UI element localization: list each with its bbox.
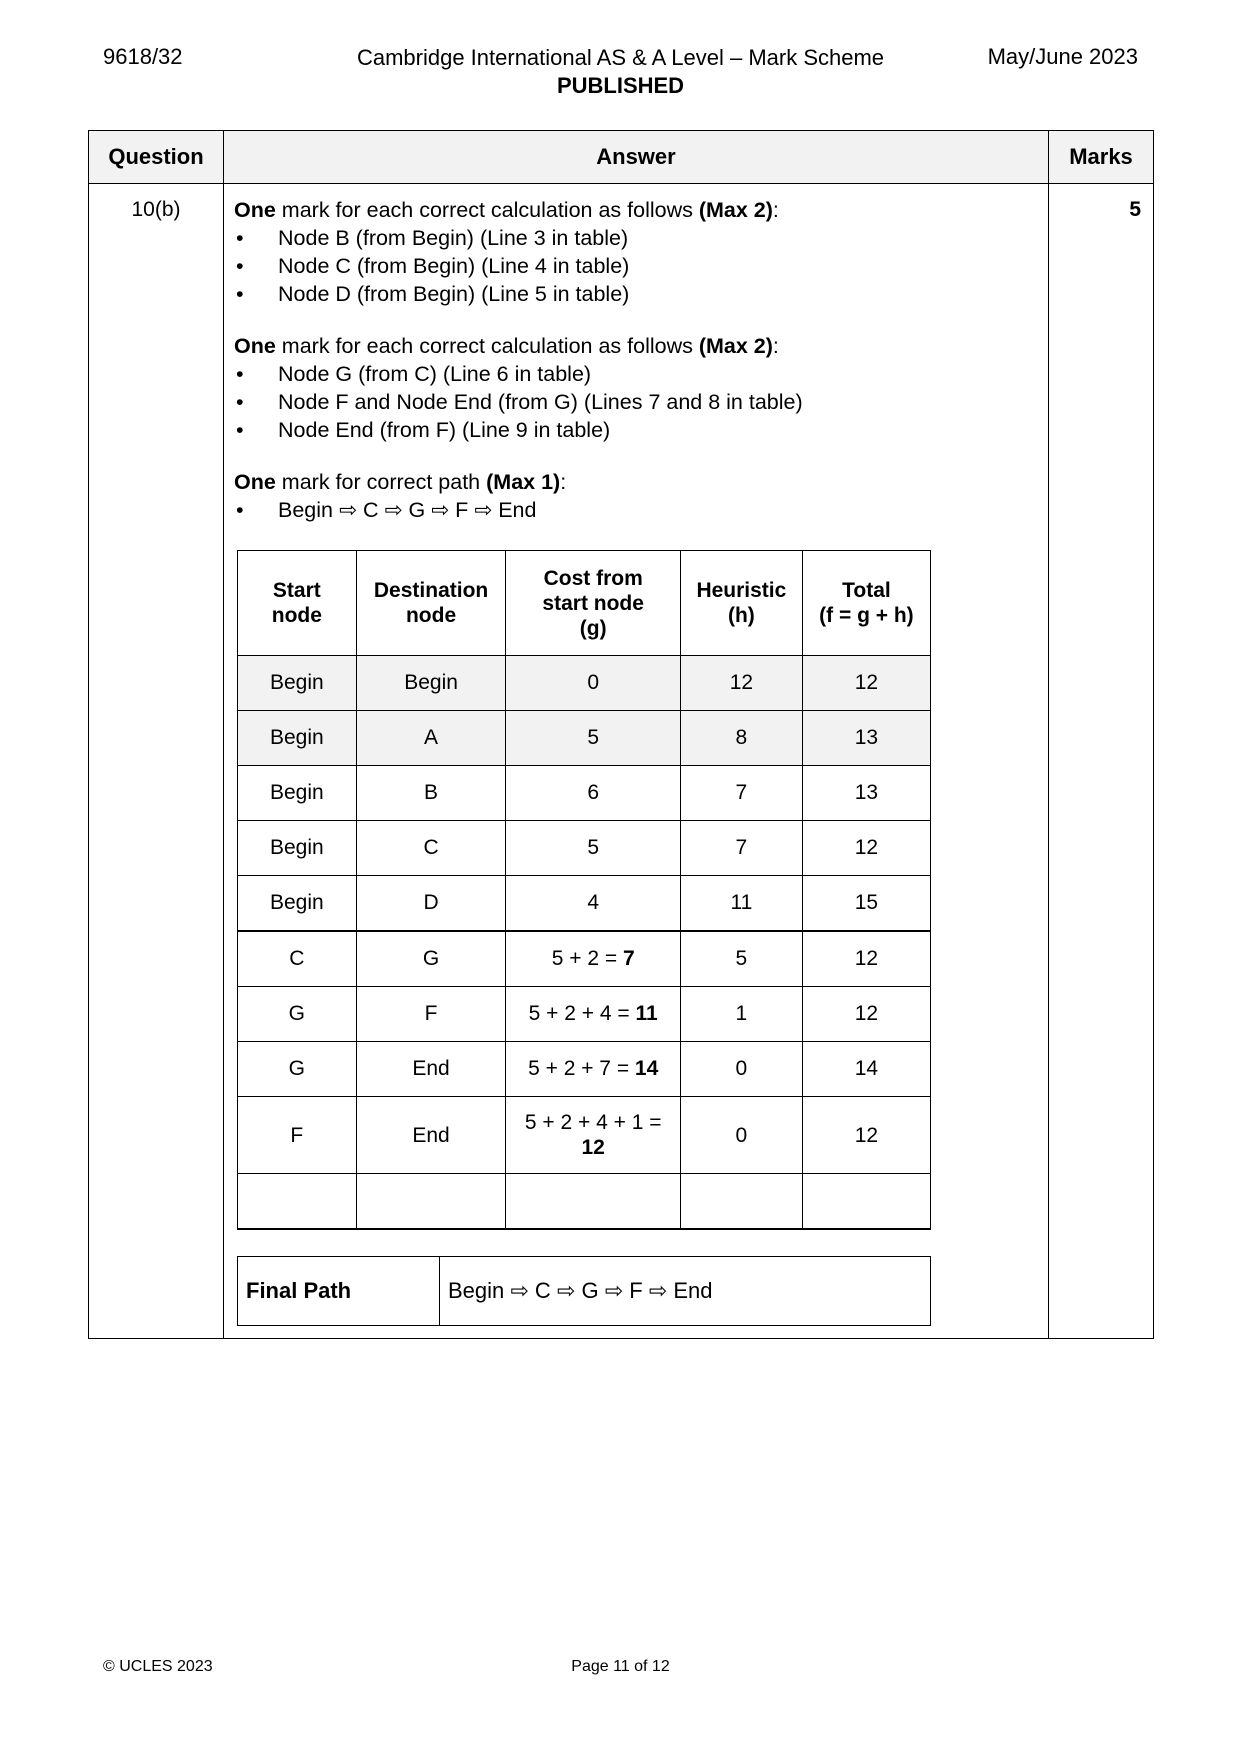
start-cell: G <box>238 987 357 1042</box>
mark-block <box>234 468 1038 524</box>
criterion-colon: : <box>772 334 779 358</box>
question-number: 10(b) <box>89 184 224 1339</box>
total-cell: 12 <box>802 987 930 1042</box>
cost-cell: 5 + 2 + 7 = 14 <box>506 1042 680 1097</box>
list-item: • Node C (from Begin) (Line 4 in table) <box>234 252 1038 280</box>
criterion-text: mark for correct path <box>275 470 487 494</box>
table-row <box>238 931 931 987</box>
dest-cell: C <box>356 821 506 876</box>
final-path-table <box>237 1256 931 1326</box>
criterion-bold: One <box>234 198 276 222</box>
published-label: PUBLISHED <box>556 73 685 98</box>
start-cell: Begin <box>238 711 357 766</box>
cost-cell: 0 <box>506 656 680 711</box>
final-path-row <box>238 1257 931 1326</box>
title-text: Cambridge International AS & A Level – Mark Scheme <box>356 45 885 70</box>
criterion-colon: : <box>560 470 567 494</box>
start-cell: Begin <box>238 656 357 711</box>
dest-cell: B <box>356 766 506 821</box>
page-number: Page 11 of 12 <box>571 1658 670 1675</box>
dest-cell: G <box>356 931 506 987</box>
total-cell: 12 <box>802 931 930 987</box>
dest-cell: D <box>356 876 506 932</box>
start-node-header: Start node <box>238 551 357 656</box>
mark-scheme-header-row <box>89 131 1154 184</box>
criterion-list <box>234 496 1038 524</box>
total-header: Total (f = g + h) <box>802 551 930 656</box>
cost-cell: 6 <box>506 766 680 821</box>
heuristic-cell <box>680 1174 802 1230</box>
cost-header: Cost from start node (g) <box>506 551 680 656</box>
mark-criterion <box>234 332 1038 360</box>
heuristic-cell: 8 <box>680 711 802 766</box>
total-cell: 12 <box>802 1097 930 1174</box>
cost-cell: 5 + 2 + 4 = 11 <box>506 987 680 1042</box>
heuristic-cell: 0 <box>680 1042 802 1097</box>
question-column-header: Question <box>89 131 224 184</box>
list-item: • Node F and Node End (from G) (Lines 7 and 8 in table) <box>234 388 1038 416</box>
final-path-value: Begin ⇨ C ⇨ G ⇨ F ⇨ End <box>440 1257 931 1326</box>
criterion-text: mark for each correct calculation as follows <box>275 334 699 358</box>
heuristic-cell: 11 <box>680 876 802 932</box>
answer-column-header: Answer <box>224 131 1049 184</box>
list-item: • Node End (from F) (Line 9 in table) <box>234 416 1038 444</box>
dest-cell: End <box>356 1042 506 1097</box>
criterion-max: (Max 2) <box>698 334 773 358</box>
heuristic-cell: 5 <box>680 931 802 987</box>
copyright: © UCLES 2023 <box>103 1658 213 1675</box>
total-cell: 14 <box>802 1042 930 1097</box>
heuristic-cell: 0 <box>680 1097 802 1174</box>
exam-session: May/June 2023 <box>987 44 1138 69</box>
answer-cell <box>224 184 1049 1339</box>
cost-cell: 5 <box>506 711 680 766</box>
mark-scheme-table <box>88 130 1154 1339</box>
paper-code: 9618/32 <box>103 44 183 69</box>
list-item: • Begin ⇨ C ⇨ G ⇨ F ⇨ End <box>234 496 1038 524</box>
total-cell <box>802 1174 930 1230</box>
start-cell: C <box>238 931 357 987</box>
mark-block <box>234 196 1038 308</box>
criterion-max: (Max 2) <box>698 198 773 222</box>
dest-cell: Begin <box>356 656 506 711</box>
table-row <box>238 987 931 1042</box>
dest-cell: F <box>356 987 506 1042</box>
mark-block <box>234 332 1038 444</box>
criterion-list <box>234 224 1038 308</box>
start-cell <box>238 1174 357 1230</box>
criterion-max: (Max 1) <box>486 470 561 494</box>
table-row <box>238 1097 931 1174</box>
dest-cell: A <box>356 711 506 766</box>
table-row <box>238 766 931 821</box>
final-path-label: Final Path <box>238 1257 440 1326</box>
list-item: • Node D (from Begin) (Line 5 in table) <box>234 280 1038 308</box>
start-cell: Begin <box>238 876 357 932</box>
criterion-bold: One <box>234 470 276 494</box>
criterion-list <box>234 360 1038 444</box>
marks-value: 5 <box>1049 184 1154 1339</box>
total-cell: 13 <box>802 766 930 821</box>
table-row-empty <box>238 1174 931 1230</box>
heuristic-cell: 7 <box>680 821 802 876</box>
heuristic-cell: 1 <box>680 987 802 1042</box>
cost-cell: 5 <box>506 821 680 876</box>
start-cell: F <box>238 1097 357 1174</box>
question-row <box>89 184 1154 1339</box>
mark-criterion <box>234 468 1038 496</box>
total-cell: 15 <box>802 876 930 932</box>
dest-cell: End <box>356 1097 506 1174</box>
cost-cell: 5 + 2 + 4 + 1 = 12 <box>506 1097 680 1174</box>
total-cell: 13 <box>802 711 930 766</box>
criterion-bold: One <box>234 334 276 358</box>
start-cell: Begin <box>238 766 357 821</box>
marks-column-header: Marks <box>1049 131 1154 184</box>
total-cell: 12 <box>802 821 930 876</box>
heuristic-cell: 7 <box>680 766 802 821</box>
table-row <box>238 821 931 876</box>
dest-cell <box>356 1174 506 1230</box>
criterion-text: mark for each correct calculation as follows <box>275 198 699 222</box>
cost-cell: 4 <box>506 876 680 932</box>
list-item: • Node G (from C) (Line 6 in table) <box>234 360 1038 388</box>
a-star-calculation-table <box>237 550 931 1230</box>
start-cell: G <box>238 1042 357 1097</box>
table-row <box>238 1042 931 1097</box>
heuristic-cell: 12 <box>680 656 802 711</box>
table-row <box>238 711 931 766</box>
calc-header-row <box>238 551 931 656</box>
criterion-colon: : <box>772 198 779 222</box>
list-item: • Node B (from Begin) (Line 3 in table) <box>234 224 1038 252</box>
table-row <box>238 656 931 711</box>
cost-cell: 5 + 2 = 7 <box>506 931 680 987</box>
mark-criterion <box>234 196 1038 224</box>
start-cell: Begin <box>238 821 357 876</box>
total-cell: 12 <box>802 656 930 711</box>
table-row <box>238 876 931 932</box>
destination-node-header: Destination node <box>356 551 506 656</box>
cost-cell <box>506 1174 680 1230</box>
heuristic-header: Heuristic (h) <box>680 551 802 656</box>
